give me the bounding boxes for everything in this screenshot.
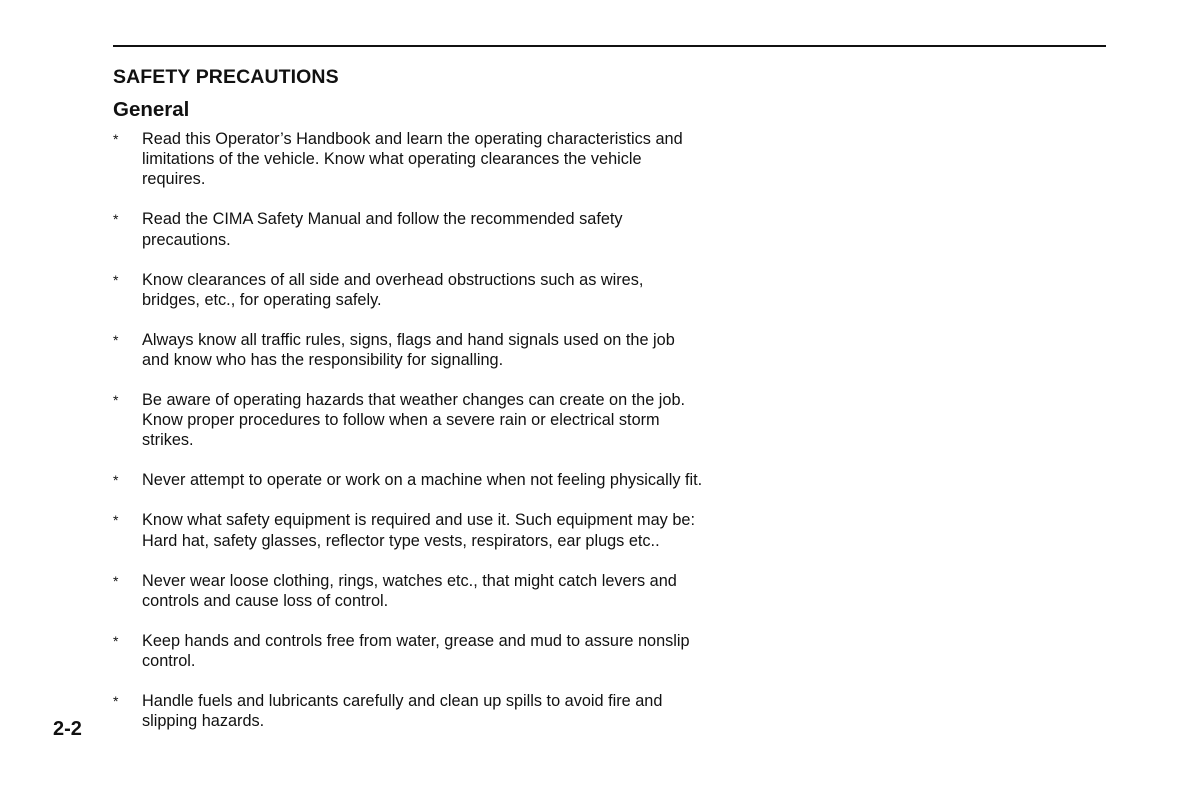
list-item [113, 330, 793, 370]
top-rule [113, 45, 1106, 47]
list-item-text [142, 631, 793, 671]
list-item-line: Know proper procedures to follow when a severe rain or electrical storm [142, 411, 660, 430]
list-item-text [142, 390, 793, 451]
list-item-line: control. [142, 652, 196, 671]
bullet-asterisk: * [113, 512, 119, 529]
list-item-line: Be aware of operating hazards that weather changes can create on the job. [142, 391, 686, 410]
list-item-line: requires. [142, 170, 206, 189]
list-item [113, 470, 793, 490]
list-item-line: Keep hands and controls free from water, grease and mud to assure nonslip [142, 631, 690, 650]
list-item [113, 270, 793, 310]
bullet-asterisk: * [113, 392, 119, 409]
list-item-line: slipping hazards. [142, 712, 265, 731]
list-item [113, 390, 793, 451]
list-item-line: strikes. [142, 431, 194, 450]
list-item [113, 510, 793, 550]
bullet-asterisk: * [113, 271, 119, 288]
list-item-text [142, 330, 793, 370]
list-item-line: controls and cause loss of control. [142, 591, 389, 610]
list-item-line: bridges, etc., for operating safely. [142, 290, 382, 309]
bullet-asterisk: * [113, 572, 119, 589]
bullet-asterisk: * [113, 472, 119, 489]
bullet-asterisk: * [113, 693, 119, 710]
precautions-list [113, 129, 793, 751]
bullet-asterisk: * [113, 331, 119, 348]
section-title: SAFETY PRECAUTIONS [113, 66, 339, 88]
list-item-line: Never attempt to operate or work on a machine when not feeling physically fit. [142, 471, 703, 490]
list-item-line: and know who has the responsibility for signalling. [142, 351, 504, 370]
bullet-asterisk: * [113, 632, 119, 649]
list-item-text [142, 209, 793, 249]
list-item [113, 209, 793, 249]
list-item [113, 631, 793, 671]
list-item-line: Always know all traffic rules, signs, flags and hand signals used on the job [142, 330, 675, 349]
list-item [113, 571, 793, 611]
page-number: 2-2 [53, 718, 82, 740]
list-item-text [142, 510, 793, 550]
list-item-text [142, 129, 793, 190]
bullet-asterisk: * [113, 211, 119, 228]
list-item-line: Know what safety equipment is required and use it. Such equipment may be: [142, 511, 695, 530]
list-item-text [142, 270, 793, 310]
list-item [113, 129, 793, 190]
bullet-asterisk: * [113, 131, 119, 147]
list-item-text [142, 470, 793, 490]
list-item-line: Know clearances of all side and overhead obstructions such as wires, [142, 270, 644, 289]
subsection-title: General [113, 98, 190, 121]
list-item-line: Read this Operator’s Handbook and learn the operating characteristics and [142, 130, 683, 148]
list-item-line: Never wear loose clothing, rings, watches etc., that might catch levers and [142, 571, 677, 590]
list-item-text [142, 571, 793, 611]
list-item [113, 691, 793, 731]
list-item-line: Read the CIMA Safety Manual and follow the recommended safety [142, 210, 623, 229]
list-item-text [142, 691, 793, 731]
list-item-line: Handle fuels and lubricants carefully and clean up spills to avoid fire and [142, 692, 663, 711]
list-item-line: Hard hat, safety glasses, reflector type vests, respirators, ear plugs etc.. [142, 531, 660, 550]
list-item-line: limitations of the vehicle. Know what operating clearances the vehicle [142, 150, 642, 169]
list-item-line: precautions. [142, 230, 231, 249]
